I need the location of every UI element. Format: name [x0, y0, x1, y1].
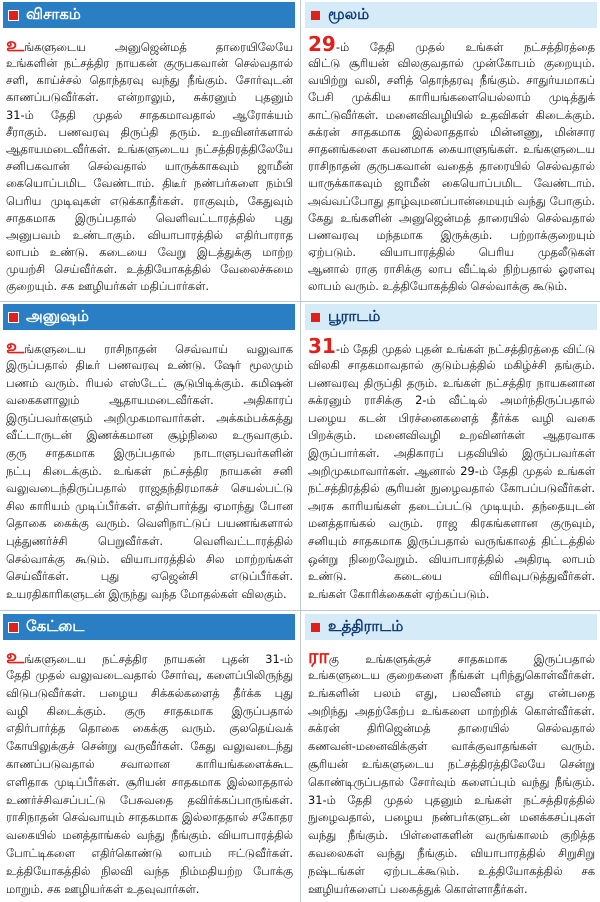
square-marker-icon [9, 313, 18, 322]
text-line: லாபம் வரும். உத்தியோகத்தில் செல்வாக்கு கூடும். [308, 279, 568, 294]
text-line: காணப்படுவதால் சவாலான காரியங்களைக்கூட [6, 756, 293, 771]
text-line: தேதி முதல் வலுவடைவதால் சோர்வு, களைப்பிலிருந்து [6, 668, 293, 682]
panel-title: பூராடம் [328, 307, 381, 325]
text-line: அனுபவம் உண்டாகும். வியாபாரத்தில் எதிர்பாராத [6, 227, 293, 242]
panel-title: விசாகம் [26, 5, 81, 23]
drop-cap: உ [6, 33, 25, 55]
text-line-rest: ங்களுடைய ராசிநாதன் செவ்வாய் வலுவாக [24, 342, 293, 356]
text-line: உணர்ச்சிவசப்பட்டு பேசுவதை தவிர்க்கப்பாருங்கள். [6, 792, 293, 807]
panel-header [305, 2, 597, 28]
text-line: அறிந்து அதற்கேற்ப உங்களை மாற்றிக் கொள்வீர்கள். [308, 703, 595, 718]
text-line: ஆனால் ராகு ராசிக்கு லாப வீட்டில் நிற்பதால் ஓரளவு [308, 262, 595, 277]
text-line: உங்கள் கோரிக்கைகள் ஏற்கப்படும். [308, 586, 490, 601]
text-line: லாபம் உண்டு. கடையை வேறு இடத்துக்கு மாற்ற [6, 245, 293, 260]
text-line: இருப்பதால் திடீர் பணவரவு உண்டு. ஷேர் மூலமும் [6, 358, 293, 372]
text-line: நட்பு கிடைக்கும். உங்கள் நட்சத்திர நாயகன் சனி [6, 463, 293, 478]
text-line: வயிற்று வலி, சளித் தொந்தரவு நீங்கும். சாதுர்யமாகப் [308, 73, 595, 88]
text-line: உங்களின் நட்சத்திர நாயகன் குருபகவான் செல்வதால் [6, 56, 293, 70]
panel-body [3, 330, 295, 603]
text-line: அறிமுகமாவார்கள். ஆனால் 29-ம் தேதி முதல் உங்கள் [308, 463, 595, 478]
text-line: சூரியன் உங்களுடைய நட்சத்திரத்திலேயே சென்று [308, 756, 595, 771]
panel-header [3, 614, 295, 640]
text-line: போட்டிகளை எதிர்கொண்டு லாபம் ஈட்டுவீர்கள். [6, 845, 293, 860]
text-line: பிறக்கும். மனைவிவழி உறவினர்கள் ஆதரவாக [308, 428, 595, 443]
panel-anusham [3, 304, 295, 603]
text-line: பணவரவு திருப்தி தரும். உங்கள் நட்சத்திர நாயகனான [308, 375, 595, 390]
row-divider [0, 610, 600, 611]
text-line: புத்துணர்ச்சி பெறுவீர்கள். வெளிவட்டாரத்தில் [6, 533, 293, 548]
text-line: உங்களின் பலம் எது, பலவீனம் எது என்பதை [308, 685, 595, 700]
text-line: அரசு காரியங்கள் தடைப்பட்டு முடியும். தந்தையுடன் [308, 498, 595, 513]
drop-cap: உ [6, 645, 25, 667]
text-line: கணவன்-மனைவிக்குள் வாக்குவாதங்கள் வரும். [308, 739, 595, 754]
panel-pooradam [305, 304, 597, 603]
text-line: யாருக்காகவும் ஜாமீன் கையொப்பமிட வேண்டாம். [308, 176, 595, 191]
text-line: பணம் வரும். ரியல் எஸ்டேட் சூடுபிடிக்கும். கமிஷன் [6, 375, 293, 390]
panel-uthiradam [305, 614, 597, 898]
text-line: சில காரியம் முடிப்பீர்கள். எதிர்பார்த்து ஏமாந்து போன [6, 498, 293, 513]
text-line: காட்டுவீர்கள். மனைவிவழியில் உதவிகள் கிடைக்கும். [308, 107, 595, 122]
text-line: வகையில் மனத்தாங்கல் வந்து நீங்கும். வியாபாரத்தில் [6, 828, 293, 843]
text-line: தொகை கைக்கு வரும். வெளிநாட்டுப் பயணங்களால் [6, 516, 293, 531]
panel-title: கேட்டை [26, 617, 85, 635]
panel-moolam [305, 2, 597, 296]
text-line: விடுபடுவீர்கள். பழைய சிக்கல்களைத் தீர்க்க புது [6, 685, 293, 700]
text-line-rest: ங்களுடைய நட்சத்திர நாயகன் புதன் 31-ம் [24, 652, 293, 666]
row-divider [0, 301, 600, 302]
text-line: சீராகும். பணவரவு திருப்தி தரும். உறவினர்களால் [6, 124, 293, 139]
text-line: கையொப்பமிட வேண்டாம். திடீர் நண்பர்களை நம்பி [6, 176, 293, 191]
text-line: காணப்படுவீர்கள். என்றாலும், சுக்ரனும் புதனும் [6, 90, 293, 105]
text-line: கொண்டிருப்பதால் சோர்வும் களைப்பும் வந்து நீங்கும். [308, 774, 595, 789]
square-marker-icon [311, 313, 320, 322]
square-marker-icon [9, 623, 18, 632]
text-line: இருப்பார்கள். அதிகாரப் பதவியில் இருப்பவர்கள் [308, 445, 595, 460]
square-marker-icon [311, 623, 320, 632]
panel-body [3, 640, 295, 898]
text-line: பழைய கடன் பிரச்னைகளைத் தீர்க்க வழி வகை [308, 410, 595, 425]
text-line-first [308, 33, 595, 55]
panel-header [305, 304, 597, 330]
text-line-first [308, 335, 595, 357]
text-line: செல்வாக்கு கூடும். வியாபாரத்தில் சில மாற்றங்கள் [6, 551, 293, 566]
text-line-rest: கு உங்களுக்குச் சாதகமாக இருப்பதால் [328, 652, 595, 666]
panel-body [305, 28, 597, 296]
square-marker-icon [9, 11, 18, 20]
text-line: கோயிலுக்குச் சென்று வருவீர்கள். கேது வலுவடைந்து [6, 739, 293, 754]
text-line-first [6, 645, 293, 667]
text-line: குறையும். சக ஊழியர்கள் மதிப்பார்கள். [6, 279, 209, 294]
text-line: விட்டு சூரியன் விலகுவதால் முன்கோபம் குறையும். [308, 56, 595, 70]
text-line: கேது உங்களின் அனுஜென்மத் தாரையில் செல்வதால் [308, 210, 595, 225]
panel-kettai [3, 614, 295, 898]
text-line: ஊழியர்களைப் பகைத்துக் கொள்ளாதீர்கள். [308, 881, 528, 896]
text-line: குரு சாதகமாக இருப்பதால் நாடாளுபவர்களின் [6, 445, 293, 460]
text-line: சனிபகவான் செல்வதால் யாருக்காகவும் ஜாமீன் [6, 159, 293, 174]
drop-cap: 31 [308, 335, 336, 357]
text-line: சனியும் சாதகமாக இருப்பதால் வருங்காலத் திட்டத்தில் [308, 533, 595, 548]
text-line: 31-ம் தேதி முதல் சாதகமாவதால் ஆரோக்யம் [6, 107, 293, 122]
panel-header [305, 614, 597, 640]
text-line: உண்டு. கடையை விரிவுபடுத்துவீர்கள். [308, 569, 595, 584]
text-line-rest: -ம் தேதி முதல் புதன் உங்கள் நட்சத்திரத்தை விட்டு [335, 342, 595, 356]
drop-cap: உ [6, 335, 25, 357]
panel-title: உத்திராடம் [328, 617, 404, 635]
panel-title: மூலம் [328, 5, 370, 23]
text-line: செய்வீர்கள். புது ஏஜென்சி எடுப்பீர்கள். [6, 569, 293, 584]
text-line: அவ்வப்போது தாழ்வுமனப்பான்மையும் வந்து போகும். [308, 193, 595, 208]
text-line: சுக்ரன் திரிஜென்மத் தாரையில் செல்வதால் [308, 721, 595, 736]
text-line: எதிர்பார்த்த தொகை கைக்கு வரும். குலதெய்வக் [6, 721, 293, 736]
text-line: வலுவடைந்திருப்பதால் ராஜதந்திரமாகச் செயல்பட்டு [6, 481, 293, 496]
text-line: நுழைவதால், பழைய நண்பர்களுடன் மனக்கசப்புகள் [308, 810, 595, 825]
text-line: பணவரவு மந்தமாக இருக்கும். பற்றாக்குறையும் [308, 227, 595, 242]
panel-body [3, 28, 295, 296]
drop-cap: ரா [308, 645, 329, 667]
panel-title: அனுஷம் [26, 307, 89, 325]
text-line: முயற்சி செய்வீர்கள். உத்தியோகத்தில் வேலைச்சுமை [6, 262, 293, 277]
text-line: ஆதாயமடைவீர்கள். உங்களுடைய நட்சத்திரத்திலேயே [6, 141, 293, 156]
text-line-first [6, 335, 293, 357]
text-line: பேசி முக்கிய காரியங்களையெல்லாம் முடித்துக் [308, 90, 595, 105]
text-line: வழி கிடைக்கும். குரு சாதகமாக இருப்பதால் [6, 703, 293, 718]
square-marker-icon [311, 11, 320, 20]
text-line: ராசிநாதன் செவ்வாயும் சாதகமாக இல்லாததால் சகோதர [6, 810, 293, 825]
text-line: வகைகளாலும் ஆதாயமடைவீர்கள். அதிகாரப் [6, 393, 293, 408]
text-line-first [6, 33, 293, 55]
text-line: இருப்பவர்களும் அறிமுகமாவார்கள். அக்கம்பக்கத்து [6, 410, 293, 425]
panel-header [3, 2, 295, 28]
text-line: உத்தியோகத்தில் நிலவி வந்த நிம்மதியற்ற போக்கு [6, 863, 293, 878]
text-line: சுக்ரன் சாதகமாக இல்லாததால் மின்னணு, மின்சார [308, 124, 595, 139]
drop-cap: 29 [308, 33, 336, 55]
text-line: ஒன்று நிறைவேறும். வியாபாரத்தில் அதிரடி லாபம் [308, 551, 595, 566]
text-line: எளிதாக முடிப்பீர்கள். சூரியன் சாதகமாக இல்லாததால் [6, 774, 293, 789]
text-line: சாதகமாக இருப்பதால் வெளிவட்டாரத்தில் புது [6, 210, 293, 225]
text-line: 31-ம் தேதி முதல் புதனும் உங்கள் நட்சத்திரத்தில் [308, 792, 595, 807]
text-line: கவலைகள் வந்து நீங்கும். வியாபாரத்தில் சிறுசிறு [308, 845, 595, 860]
panel-body [305, 640, 597, 898]
text-line: சளி, காய்ச்சல் தொந்தரவு வந்து நீங்கும். சோர்வுடன் [6, 73, 293, 88]
panel-header [3, 304, 295, 330]
panel-body [305, 330, 597, 603]
text-line: மாறும். சக ஊழியர்கள் உதவுவார்கள். [6, 881, 200, 896]
text-line: விலகி சாதகமாவதால் குடும்பத்தில் மகிழ்ச்சி தங்கும். [308, 358, 595, 372]
text-line: பெரிய முடிவுகள் எடுக்காதீர்கள். ராகுவும், கேதுவும் [6, 193, 293, 208]
text-line: வீட்டாருடன் இணக்கமான சூழ்நிலை உருவாகும். [6, 428, 293, 443]
panel-visakam [3, 2, 295, 296]
text-line: மனத்தாங்கல் வரும். ராஜ கிரகங்களான குருவும், [308, 516, 595, 531]
text-line: உங்களுடைய குறைகளை நீங்கள் புரிந்துகொள்வீர்கள். [308, 668, 595, 682]
text-line: சாதனங்களை கவனமாக கையாளுங்கள். உங்களுடைய [308, 141, 595, 156]
column-divider [300, 0, 301, 902]
text-line-rest: ங்களுடைய அனுஜென்மத் தாரையிலேயே [24, 40, 293, 54]
text-line: ஏற்படும். வியாபாரத்தில் பெரிய முதலீடுகள் [308, 245, 595, 260]
text-line: உயரதிகாரிகளுடன் இருந்து வந்த மோதல்கள் விலகும். [6, 586, 287, 601]
text-line-first [308, 645, 595, 667]
text-line-rest: -ம் தேதி முதல் உங்கள் நட்சத்திரத்தை [335, 40, 595, 54]
text-line: வந்து நீங்கும். பிள்ளைகளின் வருங்காலம் குறித்த [308, 828, 595, 843]
text-line: ராசிநாதன் குருபகவான் வதைத் தாரையில் செல்வதால் [308, 159, 595, 174]
text-line: நஷ்டங்கள் ஏற்படக்கூடும். உத்தியோகத்தில் சக [308, 863, 595, 878]
text-line: நட்சத்திரத்தில் சூரியன் நுழைவதால் கோபப்படுவீர்கள். [308, 481, 595, 496]
text-line: சுக்ரனும் ராசிக்கு 2-ம் வீட்டில் அமர்ந்திருப்பதால் [308, 393, 595, 408]
